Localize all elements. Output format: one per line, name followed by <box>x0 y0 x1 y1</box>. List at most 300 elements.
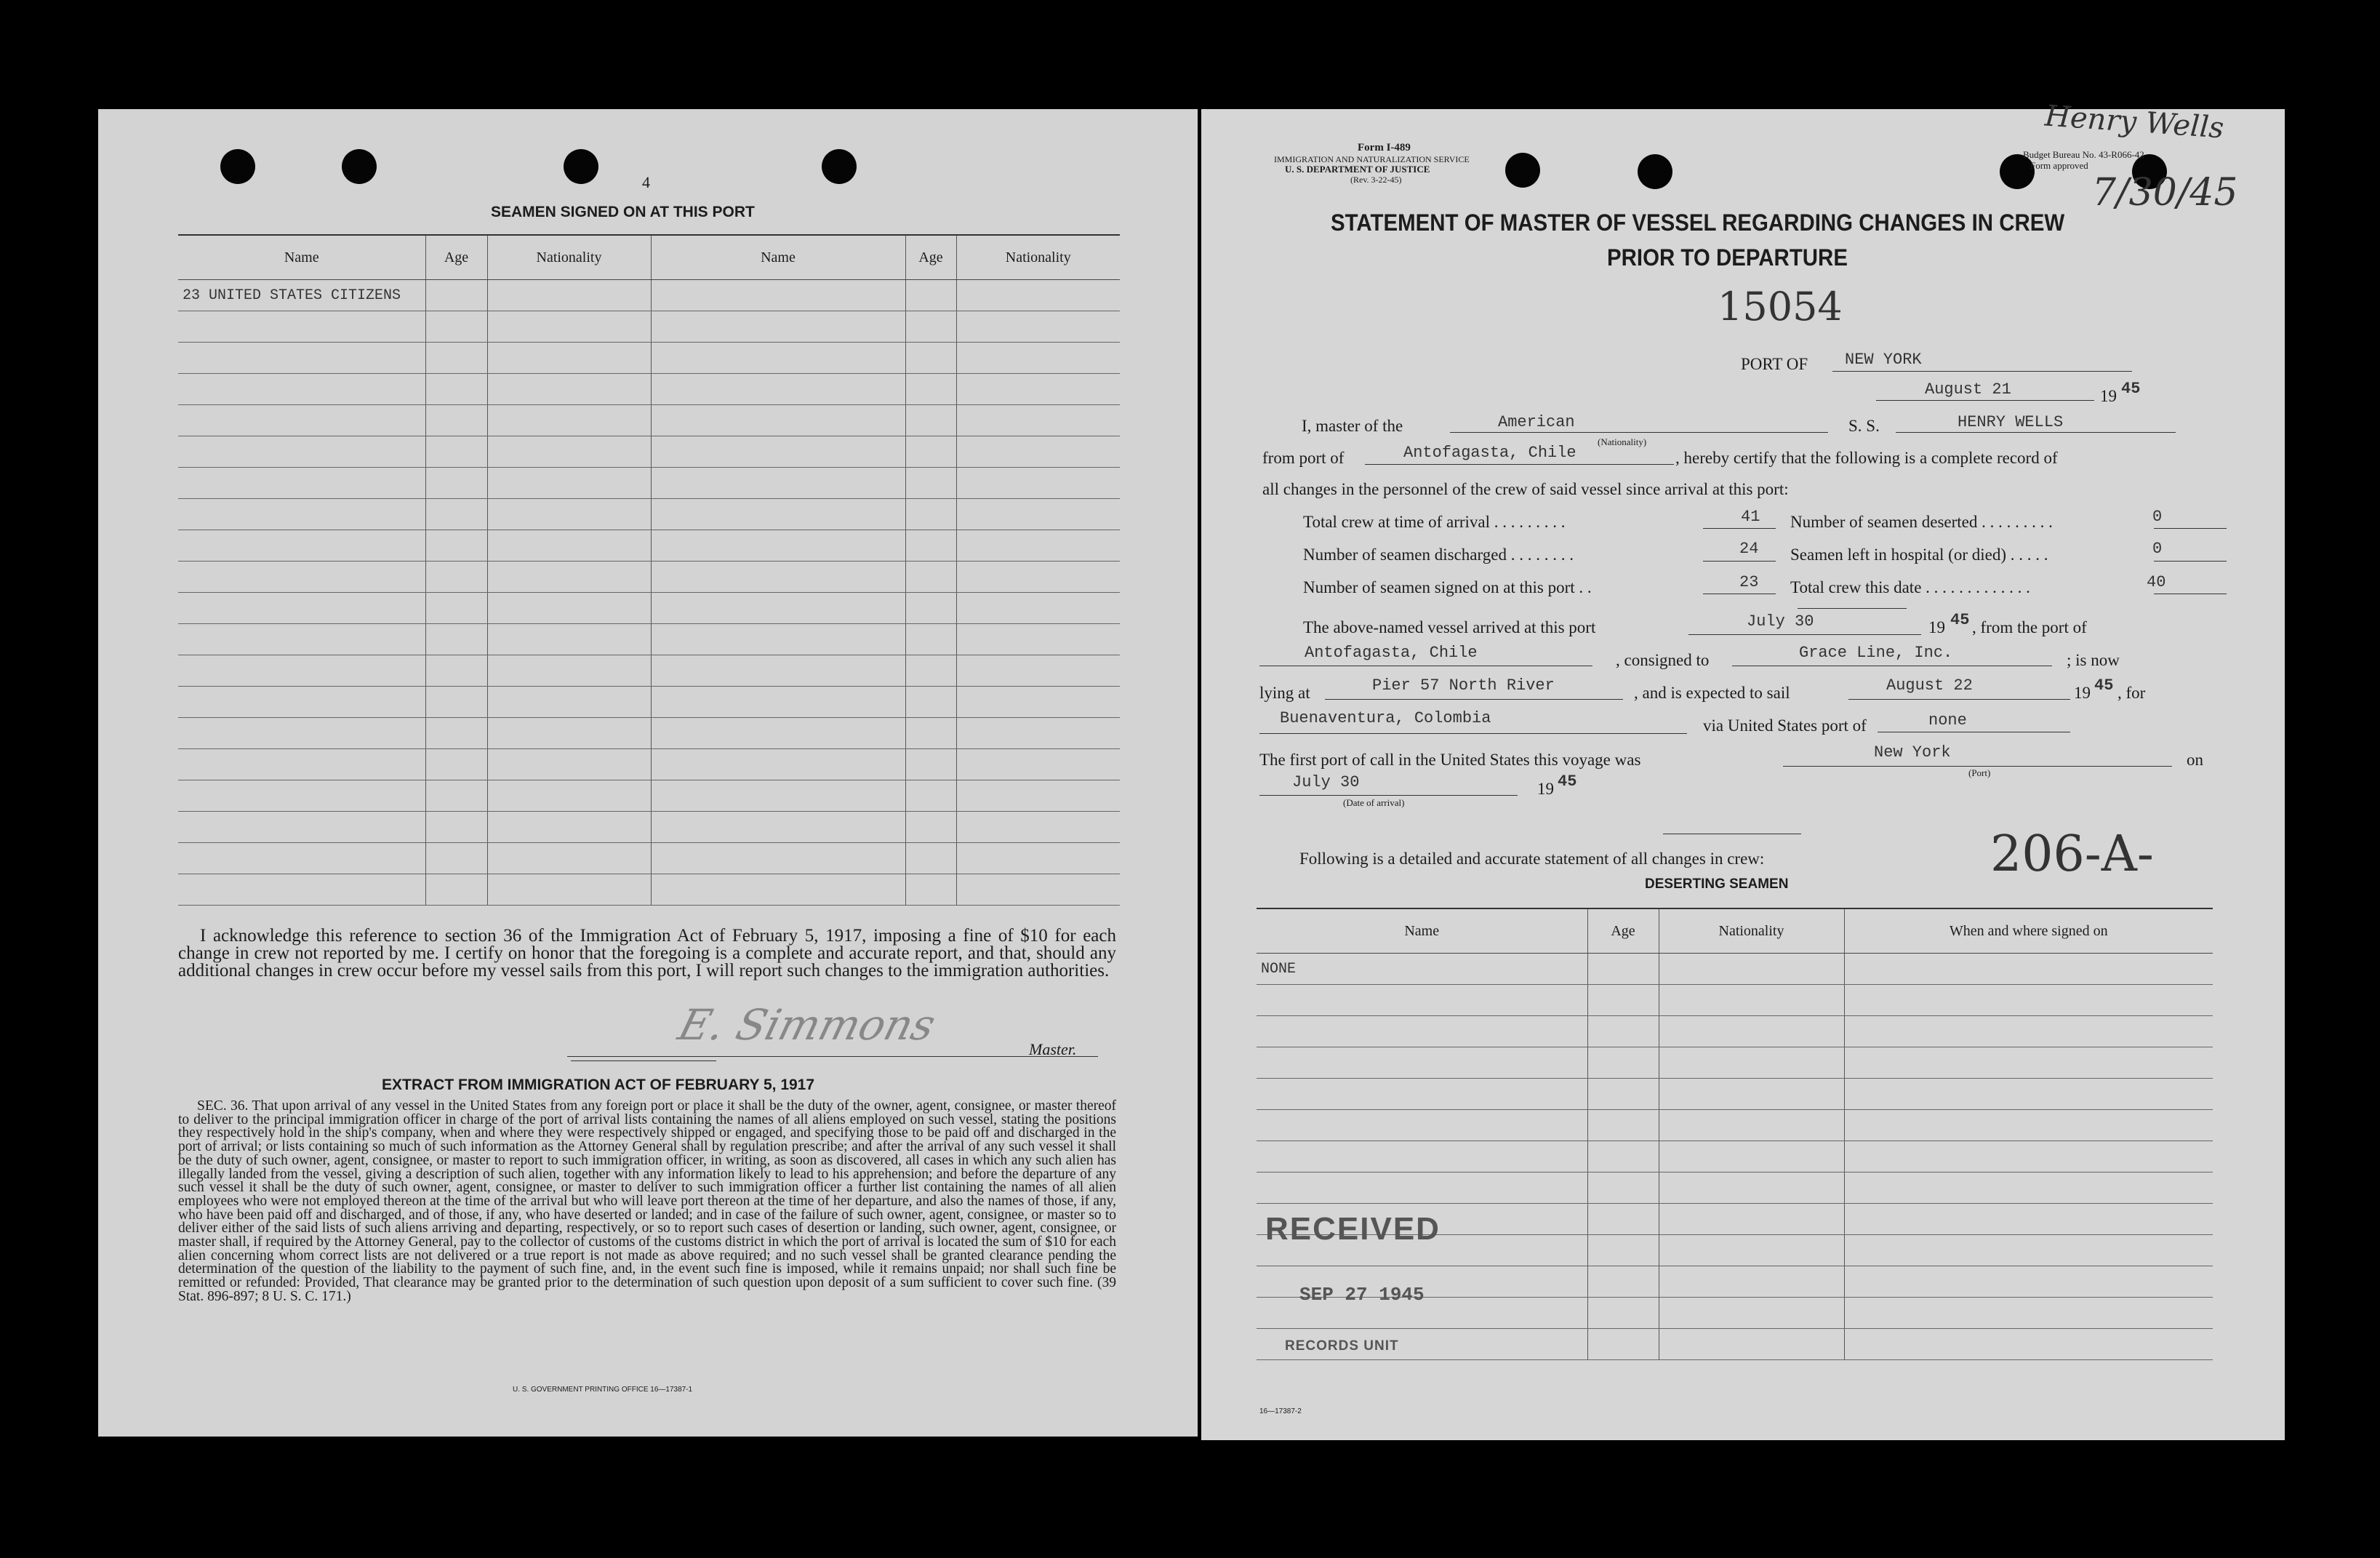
table-row <box>178 530 1120 562</box>
table-cell <box>487 311 651 343</box>
table-cell <box>425 280 487 311</box>
table-cell <box>1844 1235 2213 1266</box>
table-cell <box>487 843 651 874</box>
via-port-field: none <box>1928 711 1967 730</box>
table-row <box>178 593 1120 624</box>
table-cell <box>178 343 425 374</box>
handwritten-ship-name: Henry Wells <box>2043 99 2225 145</box>
table-cell <box>651 687 905 718</box>
handwritten-date: 7/30/45 <box>2092 171 2238 215</box>
table-cell <box>425 624 487 655</box>
table-row <box>1257 1079 2213 1110</box>
consigned-label: , consigned to <box>1616 651 1710 669</box>
table-cell <box>178 718 425 749</box>
table-cell <box>425 343 487 374</box>
table-cell <box>1844 1173 2213 1204</box>
year-prefix: 19 <box>2074 684 2091 702</box>
table-cell <box>1659 1047 1844 1079</box>
column-header: Age <box>425 235 487 280</box>
master-of-label: I, master of the <box>1302 417 1403 435</box>
certify-text-2: all changes in the personnel of the crew of said vessel since arrival at this port: <box>1262 480 1789 498</box>
stat-label: Seamen left in hospital (or died) . . . . . <box>1790 546 2048 564</box>
form-subtitle: PRIOR TO DEPARTURE <box>1607 244 1848 271</box>
table-cell <box>487 343 651 374</box>
table-cell <box>1659 1141 1844 1173</box>
form-number: Form I-489 <box>1358 142 1411 153</box>
table-cell <box>1587 1141 1659 1173</box>
first-port-field: New York <box>1874 743 1951 762</box>
table-cell <box>905 687 956 718</box>
table-cell <box>178 311 425 343</box>
field-line <box>1259 795 1518 796</box>
expected-label: , and is expected to sail <box>1634 684 1790 702</box>
table-cell <box>905 718 956 749</box>
budget-number: Budget Bureau No. 43-R066-42 <box>2023 149 2144 160</box>
table-cell <box>651 499 905 530</box>
table-cell <box>1587 1110 1659 1141</box>
table-row <box>1257 1110 2213 1141</box>
for-label: , for <box>2117 684 2146 702</box>
table-cell <box>487 749 651 780</box>
year-prefix: 19 <box>1537 780 1554 798</box>
table-cell <box>1844 1266 2213 1298</box>
table-cell <box>1844 1047 2213 1079</box>
table-cell <box>425 530 487 562</box>
seamen-hospital: 0 <box>2152 540 2163 558</box>
date-caption: (Date of arrival) <box>1343 797 1405 808</box>
field-line <box>1832 371 2132 372</box>
table-cell <box>178 812 425 843</box>
stamp-unit: RECORDS UNIT <box>1285 1338 1399 1354</box>
field-line <box>1325 699 1623 700</box>
table-cell <box>178 374 425 405</box>
table-cell <box>178 655 425 687</box>
table-cell <box>651 343 905 374</box>
table-cell <box>1844 1016 2213 1047</box>
acknowledgment-text: I acknowledge this reference to section 36 of the Immigration Act of February 5, 1917, imposing a fine of $10 for each change in crew not reported by me. I certify on honor that the foregoing is a complete and accurate report, and that, should any additional changes in crew occur before my vessel sails from this port, I will report such changes to the immigration authorities. <box>178 926 1116 980</box>
table-cell <box>1587 1079 1659 1110</box>
table-cell <box>425 718 487 749</box>
port-caption: (Port) <box>1968 767 1991 778</box>
table-row <box>178 280 1120 311</box>
column-header: Name <box>1257 908 1587 954</box>
table-cell <box>956 624 1120 655</box>
table-cell <box>1659 1079 1844 1110</box>
table-row <box>1257 985 2213 1016</box>
table-cell <box>956 593 1120 624</box>
table-cell <box>905 843 956 874</box>
field-line <box>1896 432 2176 433</box>
table-row <box>178 624 1120 655</box>
table-cell <box>651 468 905 499</box>
table-cell <box>1587 954 1659 985</box>
table-cell <box>178 874 425 906</box>
table-cell <box>905 436 956 468</box>
table-cell <box>487 436 651 468</box>
table-cell <box>905 780 956 812</box>
column-header: Age <box>1587 908 1659 954</box>
right-page <box>1201 99 2285 1440</box>
divider <box>571 1060 716 1061</box>
table-cell <box>1659 1204 1844 1235</box>
table-cell <box>1587 1047 1659 1079</box>
handwritten-file-number: 15054 <box>1718 284 1843 329</box>
table-cell <box>487 530 651 562</box>
table-cell <box>425 687 487 718</box>
column-header: Name <box>651 235 905 280</box>
table-cell <box>425 812 487 843</box>
table-cell <box>178 843 425 874</box>
table-cell <box>1844 1329 2213 1360</box>
field-line <box>1848 699 2070 700</box>
arrived-label: The above-named vessel arrived at this port <box>1303 618 1596 636</box>
table-row <box>1257 1329 2213 1360</box>
table-cell <box>905 311 956 343</box>
table-cell <box>1587 985 1659 1016</box>
field-line <box>2154 561 2227 562</box>
seamen-deserted: 0 <box>2152 508 2163 526</box>
year-field: 45 <box>1558 772 1577 791</box>
table-cell <box>905 530 956 562</box>
table-row <box>1257 1016 2213 1047</box>
table-row <box>178 468 1120 499</box>
table-cell <box>487 468 651 499</box>
signature-line <box>567 1056 1098 1057</box>
table-cell <box>425 311 487 343</box>
seamen-discharged: 24 <box>1739 540 1759 558</box>
table-cell <box>651 812 905 843</box>
table-cell <box>905 405 956 436</box>
table-cell <box>905 343 956 374</box>
divider <box>1798 608 1907 609</box>
left-page <box>98 109 1198 1437</box>
nationality-field: American <box>1498 413 1575 431</box>
table-cell <box>425 405 487 436</box>
table-cell <box>1257 1016 1587 1047</box>
table-row <box>1257 1141 2213 1173</box>
nationality-caption: (Nationality) <box>1598 436 1647 447</box>
field-line <box>1876 400 2094 401</box>
from-port-field: Antofagasta, Chile <box>1403 444 1576 462</box>
table-cell <box>956 499 1120 530</box>
table-cell <box>178 562 425 593</box>
table-cell <box>178 593 425 624</box>
table-row <box>178 655 1120 687</box>
arrived-from-field: Antofagasta, Chile <box>1305 644 1478 662</box>
table-cell <box>1659 1016 1844 1047</box>
table-cell <box>487 812 651 843</box>
table-cell <box>651 749 905 780</box>
stat-label: Number of seamen signed on at this port . . <box>1303 578 1592 596</box>
field-line <box>1703 528 1776 529</box>
year-prefix: 19 <box>1928 618 1945 636</box>
table-cell <box>178 436 425 468</box>
stamp-date: SEP 27 1945 <box>1299 1284 1425 1306</box>
column-header: Nationality <box>487 235 651 280</box>
field-line <box>1688 634 1921 635</box>
column-header: Nationality <box>1659 908 1844 954</box>
table-row <box>178 311 1120 343</box>
table-cell <box>956 280 1120 311</box>
is-now-label: ; is now <box>2067 651 2120 669</box>
table-cell <box>487 593 651 624</box>
table-cell <box>651 280 905 311</box>
table-cell <box>1659 954 1844 985</box>
port-field: NEW YORK <box>1845 351 1922 369</box>
form-approved: Form approved <box>2030 160 2088 171</box>
table-row <box>178 436 1120 468</box>
total-crew-arrival: 41 <box>1741 508 1760 526</box>
table-cell <box>1587 1204 1659 1235</box>
destination-field: Buenaventura, Colombia <box>1280 709 1491 727</box>
table-row <box>178 874 1120 906</box>
page-number: 4 <box>642 173 650 191</box>
table-cell <box>178 530 425 562</box>
table-cell <box>956 562 1120 593</box>
table-cell <box>1587 1016 1659 1047</box>
table-cell <box>651 624 905 655</box>
from-port-label: from port of <box>1262 449 1345 467</box>
table-cell <box>956 812 1120 843</box>
column-header: Name <box>178 235 425 280</box>
table-cell <box>651 874 905 906</box>
table-cell: NONE <box>1257 954 1587 985</box>
table-cell <box>425 874 487 906</box>
table-cell <box>905 624 956 655</box>
table-cell <box>487 562 651 593</box>
table-cell <box>651 374 905 405</box>
punch-hole <box>564 149 598 184</box>
table-row <box>1257 1173 2213 1204</box>
extract-text: SEC. 36. That upon arrival of any vessel in the United States from any foreign port or place it shall be the duty of the owner, agent, consignee, or master thereof to deliver to the principal immigration officer in charge of the port of arrival lists containing the names of all aliens employed on such vessel, stating the positions they respectively hold in the ship's company, when and where they were respectively shipped or engaged, and specifying those to be paid off and discharged in the port of arrival; or lists containing so much of such information as the Attorney General shall by regulation prescribe; and after the arrival of any such vessel it shall be the duty of such owner, agent, consignee, or master to report to such immigration officer, in writing, as soon as discovered, all cases in which any such alien has illegally landed from the vessel, giving a description of such alien, together with any information likely to lead to his apprehension; and before the departure of any such vessel it shall be the duty of such owner, agent, consignee, or master to deliver to such immigration officer a further list containing the names of all alien employees who were not employed thereon at the time of the arrival but who will leave port thereon at the time of her departure, and also the names of those, if any, who have been paid off and discharged, and of those, if any, who have deserted or landed; and in case of the failure of such owner, agent, consignee, or master so to deliver either of the said lists of such aliens arriving and departing, respectively, or so to report such cases of desertion or landing, such owner, agent, consignee, or master shall, if required by the Attorney General, pay to the collector of customs of the customs district in which the port of arrival is located the sum of $10 for each alien concerning whom correct lists are not delivered or a true report is not made as above required; and no such vessel shall be granted clearance pending the determination of the question of the liability to the payment of such fine, and, in the event such fine is imposed, while it remains unpaid; nor shall such fine be remitted or refunded: Provided, That clearance may be granted prior to the determination of such question upon deposit of a sum sufficient to cover such fine. (39 Stat. 896-897; 8 U. S. C. 171.) <box>178 1098 1116 1304</box>
sail-date-field: August 22 <box>1886 676 1973 695</box>
section-title: SEAMEN SIGNED ON AT THIS PORT <box>491 204 755 220</box>
field-line <box>1365 464 1674 465</box>
table-cell <box>1587 1329 1659 1360</box>
field-line <box>1703 561 1776 562</box>
table-cell <box>1587 1235 1659 1266</box>
table-cell <box>651 655 905 687</box>
table-cell <box>905 655 956 687</box>
deserting-title: DESERTING SEAMEN <box>1645 876 1789 892</box>
table-row <box>178 687 1120 718</box>
agency-line-2: U. S. DEPARTMENT OF JUSTICE <box>1285 164 1430 175</box>
form-title: STATEMENT OF MASTER OF VESSEL REGARDING CHANGES IN CREW <box>1331 209 2065 236</box>
from-port-of-label: , from the port of <box>1972 618 2087 636</box>
table-cell <box>905 280 956 311</box>
table-cell <box>1659 985 1844 1016</box>
table-row <box>178 843 1120 874</box>
table-cell <box>1844 985 2213 1016</box>
table-row <box>1257 954 2213 985</box>
table-cell <box>1844 1110 2213 1141</box>
table-cell <box>651 562 905 593</box>
stat-label: Number of seamen deserted . . . . . . . . . <box>1790 513 2053 531</box>
table-row <box>178 343 1120 374</box>
table-cell <box>1257 1079 1587 1110</box>
table-row <box>178 405 1120 436</box>
table-cell <box>487 718 651 749</box>
table-cell <box>1257 1047 1587 1079</box>
on-label: on <box>2187 751 2203 769</box>
punch-hole <box>1638 154 1672 189</box>
column-header: When and where signed on <box>1844 908 2213 954</box>
table-cell <box>956 374 1120 405</box>
table-cell <box>905 749 956 780</box>
table-cell <box>651 718 905 749</box>
table-cell <box>1844 1298 2213 1329</box>
table-cell <box>425 593 487 624</box>
certify-text: , hereby certify that the following is a complete record of <box>1675 449 2058 467</box>
table-cell: 23 UNITED STATES CITIZENS <box>178 280 425 311</box>
form-footer: 16—17387-2 <box>1259 1407 1302 1415</box>
year-field: 45 <box>2094 676 2114 695</box>
table-cell <box>487 405 651 436</box>
table-cell <box>956 311 1120 343</box>
field-line <box>1783 766 2172 767</box>
table-cell <box>956 687 1120 718</box>
master-label: Master. <box>1029 1040 1077 1058</box>
table-cell <box>1659 1298 1844 1329</box>
table-cell <box>956 468 1120 499</box>
table-cell <box>178 468 425 499</box>
table-row <box>178 499 1120 530</box>
table-cell <box>178 624 425 655</box>
table-row <box>1257 1047 2213 1079</box>
table-cell <box>956 780 1120 812</box>
table-cell <box>956 436 1120 468</box>
table-cell <box>1844 1079 2213 1110</box>
table-cell <box>425 374 487 405</box>
table-cell <box>1659 1266 1844 1298</box>
table-cell <box>956 843 1120 874</box>
table-cell <box>956 343 1120 374</box>
table-cell <box>178 687 425 718</box>
table-cell <box>905 499 956 530</box>
field-line <box>1450 432 1828 433</box>
table-cell <box>1659 1173 1844 1204</box>
field-line <box>2154 528 2227 529</box>
table-cell <box>651 405 905 436</box>
table-cell <box>487 780 651 812</box>
punch-hole <box>342 149 377 184</box>
table-cell <box>425 843 487 874</box>
date-field: August 21 <box>1925 380 2011 399</box>
first-port-label: The first port of call in the United States this voyage was <box>1259 751 1641 769</box>
ss-label: S. S. <box>1848 417 1880 435</box>
table-cell <box>651 311 905 343</box>
table-cell <box>487 374 651 405</box>
table-cell <box>1659 1235 1844 1266</box>
consignee-field: Grace Line, Inc. <box>1799 644 1953 662</box>
table-cell <box>178 499 425 530</box>
table-cell <box>425 562 487 593</box>
table-cell <box>1659 1110 1844 1141</box>
table-cell <box>487 874 651 906</box>
received-stamp: RECEIVED <box>1265 1211 1441 1247</box>
ship-name-field: HENRY WELLS <box>1958 413 2064 431</box>
table-cell <box>956 405 1120 436</box>
table-cell <box>425 780 487 812</box>
table-cell <box>651 436 905 468</box>
table-row <box>178 374 1120 405</box>
table-cell <box>487 687 651 718</box>
column-header: Nationality <box>956 235 1120 280</box>
table-cell <box>956 530 1120 562</box>
table-cell <box>487 624 651 655</box>
table-cell <box>425 436 487 468</box>
table-cell <box>178 780 425 812</box>
form-revision: (Rev. 3-22-45) <box>1350 175 1402 185</box>
table-row <box>178 718 1120 749</box>
field-line <box>1259 733 1687 734</box>
punch-hole <box>1505 153 1540 188</box>
year-field: 45 <box>1950 611 1970 629</box>
table-cell <box>651 530 905 562</box>
table-cell <box>1257 985 1587 1016</box>
table-cell <box>1659 1329 1844 1360</box>
table-cell <box>956 718 1120 749</box>
table-cell <box>956 749 1120 780</box>
table-cell <box>905 812 956 843</box>
stat-label: Number of seamen discharged . . . . . . . . <box>1303 546 1574 564</box>
punch-hole <box>220 149 255 184</box>
column-header: Age <box>905 235 956 280</box>
table-cell <box>425 468 487 499</box>
table-cell <box>178 749 425 780</box>
first-port-date-field: July 30 <box>1292 773 1360 791</box>
port-label: PORT OF <box>1741 355 1808 373</box>
table-row <box>178 780 1120 812</box>
table-cell <box>1587 1298 1659 1329</box>
table-cell <box>1257 1110 1587 1141</box>
handwritten-reference: 206-A- <box>1990 826 2154 883</box>
agency-line-1: IMMIGRATION AND NATURALIZATION SERVICE <box>1274 154 1470 164</box>
table-cell <box>1257 1173 1587 1204</box>
printer-imprint: U. S. GOVERNMENT PRINTING OFFICE 16—17387-1 <box>513 1386 693 1394</box>
table-cell <box>905 374 956 405</box>
table-cell <box>1257 1141 1587 1173</box>
year-prefix: 19 <box>2100 387 2117 405</box>
seamen-signed-on-table <box>178 234 1120 906</box>
table-row <box>178 812 1120 843</box>
table-cell <box>1844 1141 2213 1173</box>
table-cell <box>1844 954 2213 985</box>
extract-title: EXTRACT FROM IMMIGRATION ACT OF FEBRUARY 5, 1917 <box>382 1076 815 1093</box>
year-field: 45 <box>2121 380 2141 398</box>
arrived-date-field: July 30 <box>1747 612 1814 631</box>
table-cell <box>1587 1266 1659 1298</box>
table-cell <box>905 562 956 593</box>
lying-at-label: lying at <box>1259 684 1310 702</box>
table-cell <box>905 593 956 624</box>
table-cell <box>487 655 651 687</box>
table-cell <box>956 655 1120 687</box>
table-cell <box>178 405 425 436</box>
stat-label: Total crew this date . . . . . . . . . . . . . <box>1790 578 2030 596</box>
table-cell <box>651 843 905 874</box>
table-cell <box>425 749 487 780</box>
table-row <box>178 562 1120 593</box>
punch-hole <box>822 149 857 184</box>
table-cell <box>425 655 487 687</box>
table-cell <box>1844 1204 2213 1235</box>
table-cell <box>905 874 956 906</box>
master-signature: E. Simmons <box>673 1000 941 1050</box>
table-cell <box>956 874 1120 906</box>
table-cell <box>651 593 905 624</box>
table-cell <box>1587 1173 1659 1204</box>
